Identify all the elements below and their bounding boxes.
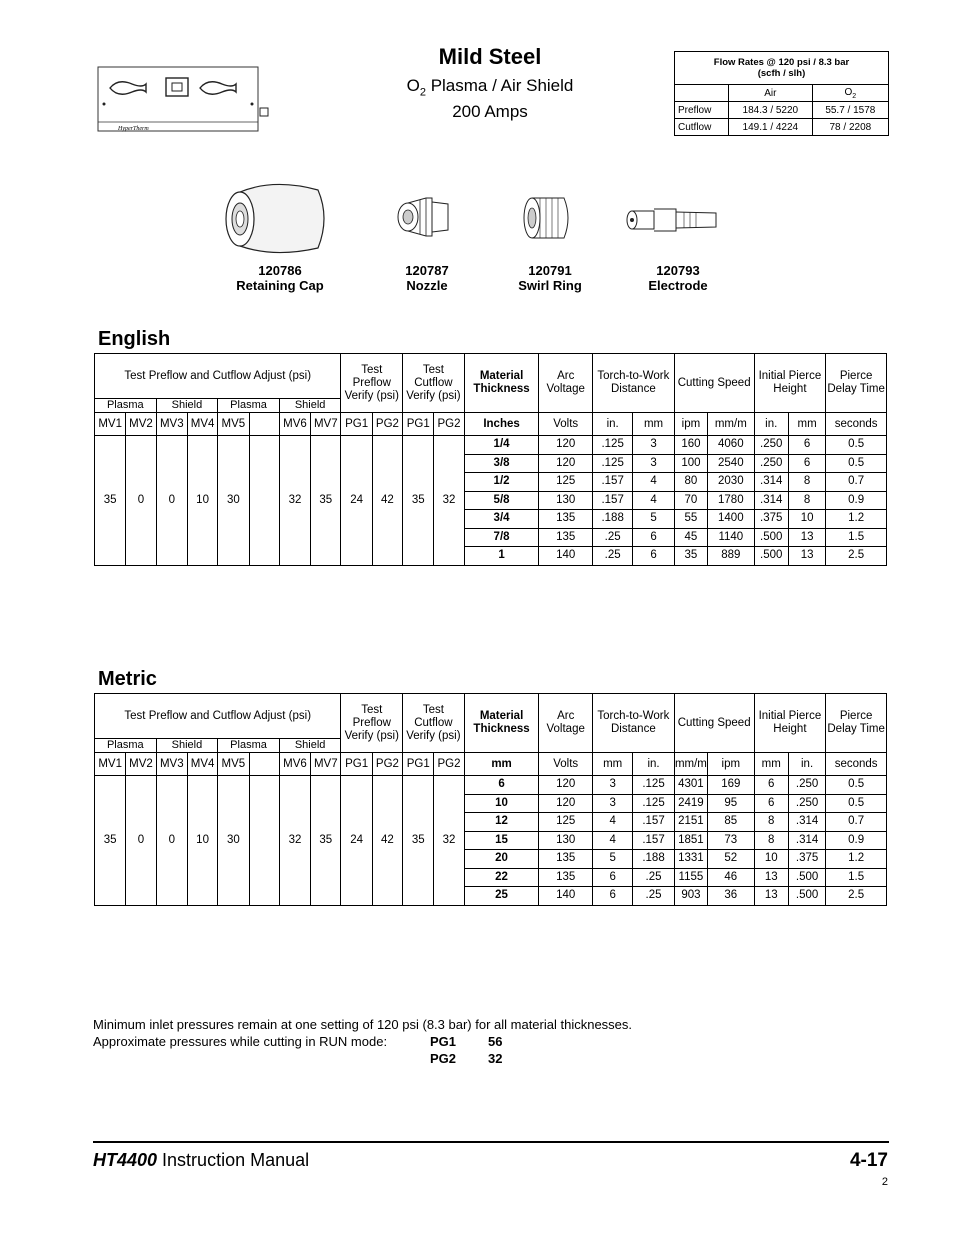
footer-rule	[93, 1141, 889, 1143]
flow-row-label: Preflow	[675, 102, 729, 119]
table-cell: 135	[539, 850, 593, 869]
setting-value	[249, 436, 279, 566]
valve-label: MV4	[187, 753, 217, 776]
setting-value: 35	[403, 776, 434, 906]
valve-label: PG1	[341, 413, 372, 436]
hdr-pierce-height: Initial Pierce Height	[754, 694, 826, 753]
unit-label: seconds	[826, 753, 887, 776]
table-cell: 125	[539, 473, 593, 492]
setting-value: 32	[279, 436, 310, 566]
table-cell: 95	[708, 794, 754, 813]
table-cell: 8	[788, 491, 825, 510]
table-cell: 120	[539, 436, 593, 455]
hdr-plasma: Plasma	[95, 399, 157, 413]
table-cell: 6	[754, 794, 788, 813]
table-cell: 130	[539, 491, 593, 510]
unit-label: mm/m	[674, 753, 707, 776]
flow-cell: 78 / 2208	[812, 119, 888, 136]
table-cell: 1/4	[464, 436, 539, 455]
unit-label: in.	[592, 413, 632, 436]
valve-label: MV2	[126, 753, 156, 776]
hdr-cutting-speed: Cutting Speed	[674, 694, 754, 753]
table-cell: 6	[592, 868, 632, 887]
table-cell: 135	[539, 528, 593, 547]
setting-value: 10	[187, 776, 217, 906]
table-cell: .375	[788, 850, 825, 869]
flow-rates-table	[674, 51, 889, 136]
table-cell: .157	[633, 813, 674, 832]
table-cell: 20	[464, 850, 539, 869]
valve-label: MV4	[187, 413, 217, 436]
hdr-test-preflow: Test Preflow Verify (psi)	[341, 694, 403, 753]
table-cell: 2030	[708, 473, 754, 492]
nozzle-icon	[392, 192, 454, 242]
pg2-label: PG2	[430, 1051, 457, 1066]
flow-cell: 55.7 / 1578	[812, 102, 888, 119]
table-cell: .25	[633, 868, 674, 887]
table-cell: .314	[788, 813, 825, 832]
table-cell: 0.9	[826, 491, 887, 510]
unit-label: in.	[788, 753, 825, 776]
valve-label: MV7	[311, 753, 341, 776]
table-cell: 35	[674, 547, 707, 566]
hdr-shield: Shield	[279, 399, 341, 413]
section-page: 4-17	[849, 1150, 888, 1171]
unit-label: mm	[633, 413, 674, 436]
setting-value: 30	[218, 436, 249, 566]
table-cell: 5/8	[464, 491, 539, 510]
table-cell: .188	[592, 510, 632, 529]
table-row	[95, 776, 887, 795]
table-cell: 80	[674, 473, 707, 492]
note-run-mode: Approximate pressures while cutting in RUN mode:	[93, 1034, 388, 1049]
setting-value: 35	[311, 436, 341, 566]
section-heading-metric: Metric	[98, 668, 157, 690]
table-cell: 903	[674, 887, 707, 906]
hdr-test-cutflow: Test Cutflow Verify (psi)	[403, 354, 465, 413]
table-cell: .250	[754, 454, 788, 473]
table-cell: 8	[754, 831, 788, 850]
hdr-material-thickness: Material Thickness	[464, 354, 539, 413]
table-cell: 4	[592, 831, 632, 850]
setting-value: 30	[218, 776, 249, 906]
unit-label: mm	[788, 413, 825, 436]
unit-label: mm/m	[708, 413, 754, 436]
table-cell: 46	[708, 868, 754, 887]
valve-label: MV2	[126, 413, 156, 436]
table-cell: 13	[754, 868, 788, 887]
setting-value: 0	[126, 776, 156, 906]
table-cell: 140	[539, 887, 593, 906]
table-cell: .25	[633, 887, 674, 906]
valve-label: MV5	[218, 753, 249, 776]
table-cell: 1851	[674, 831, 707, 850]
cut-chart-english	[94, 353, 887, 566]
valve-label: PG2	[434, 413, 464, 436]
hdr-test-cutflow: Test Cutflow Verify (psi)	[403, 694, 465, 753]
col-air: Air	[728, 85, 812, 102]
valve-label	[249, 413, 279, 436]
table-cell: .125	[633, 794, 674, 813]
hdr-torch-distance: Torch-to-Work Distance	[592, 694, 674, 753]
table-cell: .375	[754, 510, 788, 529]
hdr-pierce-delay: Pierce Delay Time	[826, 354, 887, 413]
hdr-test-adjust: Test Preflow and Cutflow Adjust (psi)	[95, 694, 341, 739]
table-cell: 2.5	[826, 547, 887, 566]
table-cell: 1331	[674, 850, 707, 869]
table-cell: .125	[592, 436, 632, 455]
table-cell: .25	[592, 547, 632, 566]
unit-label: mm	[464, 753, 539, 776]
page-number: 2	[881, 1176, 888, 1188]
table-cell: 1.2	[826, 510, 887, 529]
gas-console-diagram	[94, 64, 276, 136]
valve-label: MV7	[311, 413, 341, 436]
table-cell: 0.5	[826, 794, 887, 813]
table-cell: .314	[754, 473, 788, 492]
table-cell: 125	[539, 813, 593, 832]
note-inlet-pressure: Minimum inlet pressures remain at one setting of 120 psi (8.3 bar) for all material thicknesses.	[93, 1017, 633, 1032]
table-cell: 3	[633, 436, 674, 455]
table-cell: 2.5	[826, 887, 887, 906]
valve-label: MV6	[279, 413, 310, 436]
table-cell: 3/4	[464, 510, 539, 529]
flow-cell: 184.3 / 5220	[728, 102, 812, 119]
table-cell: .500	[788, 868, 825, 887]
unit-label: ipm	[674, 413, 707, 436]
table-cell: 2540	[708, 454, 754, 473]
table-cell: 5	[592, 850, 632, 869]
unit-label: mm	[592, 753, 632, 776]
retaining-cap-icon	[218, 180, 330, 260]
unit-label: Volts	[539, 753, 593, 776]
hdr-arc-voltage: Arc Voltage	[539, 354, 593, 413]
hdr-arc-voltage: Arc Voltage	[539, 694, 593, 753]
table-cell: 25	[464, 887, 539, 906]
table-cell: 135	[539, 510, 593, 529]
table-cell: 6	[754, 776, 788, 795]
hdr-shield: Shield	[156, 399, 218, 413]
valve-label: PG2	[372, 413, 402, 436]
table-cell: 1.5	[826, 868, 887, 887]
table-cell: .125	[592, 454, 632, 473]
manual-title: HT4400 Instruction Manual	[93, 1150, 310, 1170]
table-cell: 2151	[674, 813, 707, 832]
table-cell: 45	[674, 528, 707, 547]
table-row	[95, 436, 887, 455]
setting-value: 24	[341, 776, 372, 906]
flow-rates-heading: Flow Rates @ 120 psi / 8.3 bar (scfh / slh)	[675, 52, 889, 85]
table-cell: 0.5	[826, 454, 887, 473]
table-cell: 120	[539, 794, 593, 813]
valve-label: PG1	[403, 753, 434, 776]
table-cell: 52	[708, 850, 754, 869]
valve-label: PG2	[372, 753, 402, 776]
pg1-value: 56	[488, 1034, 503, 1049]
setting-value: 42	[372, 776, 402, 906]
table-cell: 70	[674, 491, 707, 510]
table-cell: .157	[592, 473, 632, 492]
hdr-cutting-speed: Cutting Speed	[674, 354, 754, 413]
setting-value: 24	[341, 436, 372, 566]
table-cell: 120	[539, 776, 593, 795]
setting-value: 32	[279, 776, 310, 906]
setting-value: 32	[434, 776, 464, 906]
col-o2: $O_2$	[812, 85, 888, 102]
table-cell: 1.2	[826, 850, 887, 869]
table-cell: 1	[464, 547, 539, 566]
valve-label: PG1	[341, 753, 372, 776]
table-cell: 4	[633, 491, 674, 510]
table-cell: 2419	[674, 794, 707, 813]
hdr-shield: Shield	[279, 739, 341, 753]
table-cell: 140	[539, 547, 593, 566]
flow-cell: 149.1 / 4224	[728, 119, 812, 136]
valve-label: PG1	[403, 413, 434, 436]
table-cell: 0.7	[826, 473, 887, 492]
swirl-ring-icon	[520, 192, 576, 244]
table-cell: 0.5	[826, 436, 887, 455]
valve-label: MV1	[95, 413, 126, 436]
setting-value: 32	[434, 436, 464, 566]
hdr-test-preflow: Test Preflow Verify (psi)	[341, 354, 403, 413]
valve-label: MV1	[95, 753, 126, 776]
setting-value: 35	[403, 436, 434, 566]
table-cell: 100	[674, 454, 707, 473]
electrode-icon	[624, 204, 720, 236]
table-cell: 6	[464, 776, 539, 795]
hdr-shield: Shield	[156, 739, 218, 753]
table-cell: 13	[788, 547, 825, 566]
table-cell: 6	[592, 887, 632, 906]
table-cell: .500	[754, 547, 788, 566]
table-cell: 73	[708, 831, 754, 850]
process-subtitle: $O_2$ Plasma / Air Shield	[406, 76, 574, 99]
table-cell: 160	[674, 436, 707, 455]
unit-label: Volts	[539, 413, 593, 436]
table-cell: .250	[754, 436, 788, 455]
table-cell: 3	[633, 454, 674, 473]
table-cell: 5	[633, 510, 674, 529]
table-cell: 1/2	[464, 473, 539, 492]
table-cell: .250	[788, 776, 825, 795]
table-cell: 22	[464, 868, 539, 887]
section-heading-english: English	[98, 328, 171, 350]
table-cell: 1.5	[826, 528, 887, 547]
table-cell: 1780	[708, 491, 754, 510]
part-label: 120793 Electrode	[648, 263, 708, 293]
table-cell: 7/8	[464, 528, 539, 547]
setting-value: 35	[95, 436, 126, 566]
part-label: 120791 Swirl Ring	[518, 263, 582, 293]
valve-label: MV6	[279, 753, 310, 776]
table-cell: 4060	[708, 436, 754, 455]
unit-label: in.	[633, 753, 674, 776]
table-cell: 15	[464, 831, 539, 850]
table-cell: 120	[539, 454, 593, 473]
table-cell: 6	[788, 436, 825, 455]
table-cell: 8	[788, 473, 825, 492]
valve-label: PG2	[434, 753, 464, 776]
setting-value: 0	[156, 776, 187, 906]
table-cell: .157	[633, 831, 674, 850]
hdr-pierce-height: Initial Pierce Height	[754, 354, 826, 413]
table-cell: 6	[633, 547, 674, 566]
table-cell: 13	[754, 887, 788, 906]
table-cell: 10	[788, 510, 825, 529]
hdr-plasma: Plasma	[95, 739, 157, 753]
table-cell: 10	[754, 850, 788, 869]
table-cell: 13	[788, 528, 825, 547]
table-cell: 0.9	[826, 831, 887, 850]
valve-label: MV3	[156, 753, 187, 776]
table-cell: .25	[592, 528, 632, 547]
setting-value: 0	[126, 436, 156, 566]
setting-value: 35	[95, 776, 126, 906]
table-cell: .125	[633, 776, 674, 795]
table-cell: .188	[633, 850, 674, 869]
setting-value: 0	[156, 436, 187, 566]
table-cell: 1155	[674, 868, 707, 887]
page-title: Mild Steel	[438, 44, 542, 69]
table-cell: 6	[788, 454, 825, 473]
table-cell: .157	[592, 491, 632, 510]
table-cell: 36	[708, 887, 754, 906]
table-cell: 169	[708, 776, 754, 795]
valve-label: MV5	[218, 413, 249, 436]
setting-value: 35	[311, 776, 341, 906]
setting-value	[249, 776, 279, 906]
table-cell: 8	[754, 813, 788, 832]
cut-chart-metric	[94, 693, 887, 906]
table-cell: .250	[788, 794, 825, 813]
hdr-plasma: Plasma	[218, 399, 280, 413]
table-cell: 12	[464, 813, 539, 832]
table-cell: 4	[592, 813, 632, 832]
table-cell: 3	[592, 794, 632, 813]
console-brand-text: HyperTherm	[118, 126, 149, 132]
table-cell: 10	[464, 794, 539, 813]
table-cell: 135	[539, 868, 593, 887]
table-cell: 0.5	[826, 776, 887, 795]
table-cell: 1400	[708, 510, 754, 529]
hdr-test-adjust: Test Preflow and Cutflow Adjust (psi)	[95, 354, 341, 399]
hdr-pierce-delay: Pierce Delay Time	[826, 694, 887, 753]
table-cell: 3	[592, 776, 632, 795]
pg2-value: 32	[488, 1051, 503, 1066]
part-label: 120787 Nozzle	[405, 263, 449, 293]
table-cell: 55	[674, 510, 707, 529]
hdr-plasma: Plasma	[218, 739, 280, 753]
table-cell: 4301	[674, 776, 707, 795]
table-cell: 130	[539, 831, 593, 850]
unit-label: Inches	[464, 413, 539, 436]
hdr-material-thickness: Material Thickness	[464, 694, 539, 753]
table-cell: 85	[708, 813, 754, 832]
pg1-label: PG1	[430, 1034, 457, 1049]
table-cell: .500	[788, 887, 825, 906]
table-cell: .500	[754, 528, 788, 547]
table-cell: 3/8	[464, 454, 539, 473]
table-cell: 4	[633, 473, 674, 492]
table-cell: 889	[708, 547, 754, 566]
part-label: 120786 Retaining Cap	[236, 263, 324, 293]
table-cell: 0.7	[826, 813, 887, 832]
unit-label: in.	[754, 413, 788, 436]
table-cell: 1140	[708, 528, 754, 547]
unit-label: mm	[754, 753, 788, 776]
flow-row-label: Cutflow	[675, 119, 729, 136]
valve-label	[249, 753, 279, 776]
table-cell: .314	[788, 831, 825, 850]
unit-label: seconds	[826, 413, 887, 436]
hdr-torch-distance: Torch-to-Work Distance	[592, 354, 674, 413]
valve-label: MV3	[156, 413, 187, 436]
table-cell: .314	[754, 491, 788, 510]
setting-value: 10	[187, 436, 217, 566]
setting-value: 42	[372, 436, 402, 566]
current-subtitle: 200 Amps	[452, 102, 528, 121]
table-cell: 6	[633, 528, 674, 547]
unit-label: ipm	[708, 753, 754, 776]
